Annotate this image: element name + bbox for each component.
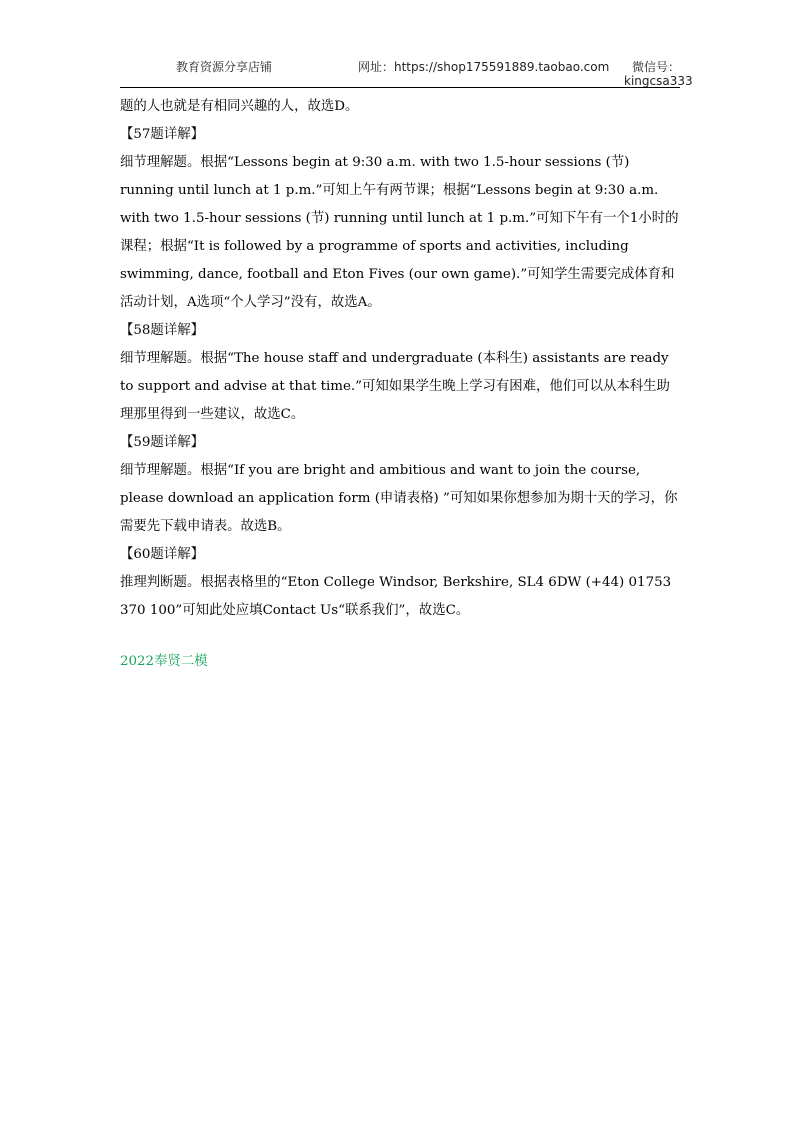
q57-heading: 【57题详解】 [120, 127, 204, 142]
q59-explanation: 细节理解题。根据“If you are bright and ambitious and want to join the course, please download an application form (申请表格) ”可知如果你想参加为期十天的学习，你需要先下载申请表。故选B。 [120, 463, 678, 534]
q58-heading: 【58题详解】 [120, 323, 204, 338]
header-wechat-label: 微信号： [632, 60, 681, 74]
q57-explanation: 细节理解题。根据“Lessons begin at 9:30 a.m. with two 1.5-hour sessions (节) running until lunch at 1 p.m.”可知上午有两节课；根据“Lessons begin at 9:30 a.m. with two 1.5-hour sessions (节) running until lunch at 1 p.m.”可知下午有一个1小时的课程；根据“It is followed by a programme of sports and activities, including swimming, dance, football and Eton Fives (our own game).”可知学生需要完成体育和活动计划，A选项“个人学习”没有，故选A。 [120, 155, 679, 310]
answer-explanations [120, 93, 682, 625]
q58-explanation: 细节理解题。根据“The house staff and undergraduate (本科生) assistants are ready to support and advise at that time.”可知如果学生晚上学习有困难，他们可以从本科生助理那里得到一些建议，故选C。 [120, 351, 670, 422]
q60-explanation: 推理判断题。根据表格里的“Eton College Windsor, Berkshire, SL4 6DW (+44) 01753 370 100”可知此处应填Contact Us“联系我们”，故选C。 [120, 575, 672, 618]
header-divider [120, 87, 680, 88]
q60-heading: 【60题详解】 [120, 547, 204, 562]
q56-continuation: 题的人也就是有相同兴趣的人，故选D。 [120, 99, 359, 114]
exam-link[interactable]: 2022奉贤二模 [120, 654, 208, 669]
header-shop-name: 教育资源分享店铺 [176, 60, 273, 74]
header-shop-url: 网址：https://shop175591889.taobao.com [358, 60, 610, 74]
header-wechat-id: kingcsa333 [624, 74, 693, 88]
q59-heading: 【59题详解】 [120, 435, 204, 450]
page-header [120, 56, 693, 88]
